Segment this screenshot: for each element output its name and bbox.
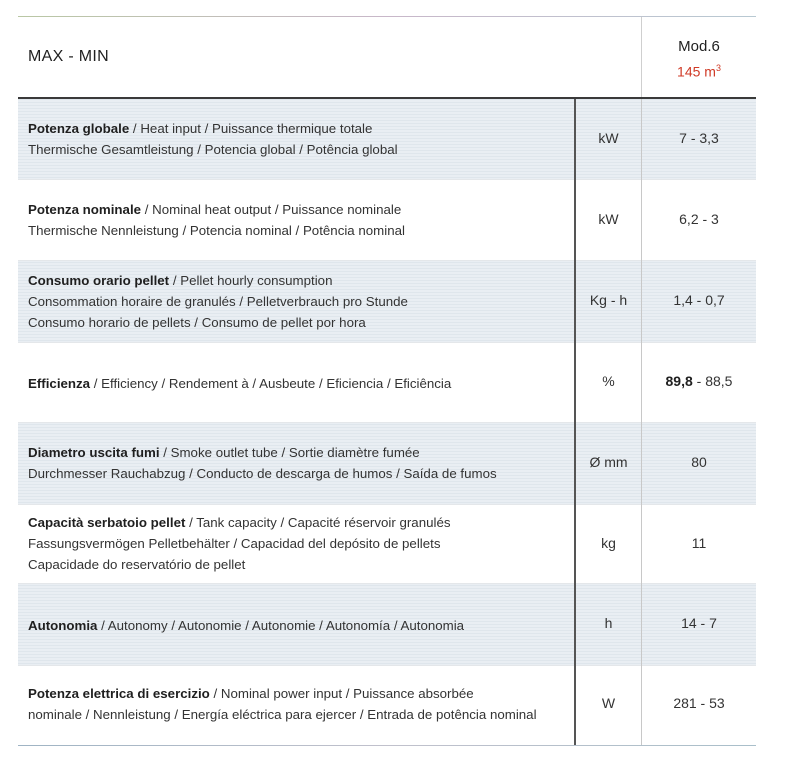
row-value — [642, 615, 756, 631]
row-unit: Kg - h — [589, 292, 628, 308]
row-value — [642, 130, 756, 146]
row-description — [28, 512, 573, 575]
bottom-rule — [18, 745, 756, 746]
row-lead: Potenza elettrica di esercizio — [28, 686, 210, 701]
table-row — [18, 584, 756, 666]
row-unit: kW — [598, 130, 619, 146]
row-line1: / Autonomy / Autonomie / Autonomie / Autonomía / Autonomia — [97, 618, 465, 633]
model-volume-value: 145 m — [677, 63, 716, 80]
row-value-text: 281 - 53 — [673, 695, 725, 711]
table-row — [18, 505, 756, 584]
value-column-divider — [641, 99, 642, 745]
row-value — [642, 292, 756, 308]
row-lead: Capacità serbatoio pellet — [28, 515, 186, 530]
model-volume-superscript: 3 — [715, 63, 721, 73]
row-value — [642, 373, 756, 389]
row-line3: Consumo horario de pellets / Consumo de pellet por hora — [28, 315, 366, 330]
row-line2: Thermische Gesamtleistung / Potencia global / Potência global — [28, 142, 398, 157]
row-line1: / Smoke outlet tube / Sortie diamètre fumée — [159, 445, 420, 460]
table-header — [18, 17, 756, 97]
row-line2: nominale / Nennleistung / Energía eléctrica para ejercer / Entrada de potência nominal — [28, 707, 537, 722]
row-line2: Durchmesser Rauchabzug / Conducto de descarga de humos / Saída de fumos — [28, 466, 497, 481]
unit-column-divider — [574, 99, 576, 745]
row-value-text: 14 - 7 — [681, 615, 717, 631]
row-line2: Thermische Nennleistung / Potencia nominal / Potência nominal — [28, 223, 405, 238]
row-unit: h — [604, 615, 613, 631]
row-line1: / Nominal power input / Puissance absorbée — [209, 686, 474, 701]
row-unit: Ø mm — [589, 454, 628, 470]
row-line2: Consommation horaire de granulés / Pelletverbrauch pro Stunde — [28, 294, 408, 309]
row-value — [642, 535, 756, 551]
row-line2: Fassungsvermögen Pelletbehälter / Capacidad del depósito de pellets — [28, 536, 441, 551]
table-row — [18, 343, 756, 423]
row-value-text: 6,2 - 3 — [679, 211, 719, 227]
row-unit: kg — [601, 535, 616, 551]
row-value-text: 80 — [691, 454, 707, 470]
row-value-bold: 89,8 — [665, 373, 693, 389]
header-separator — [641, 17, 642, 97]
table-row — [18, 666, 756, 745]
row-line1: / Tank capacity / Capacité réservoir granulés — [185, 515, 451, 530]
row-line1: / Pellet hourly consumption — [169, 273, 333, 288]
row-unit: % — [602, 373, 615, 389]
row-lead: Potenza nominale — [28, 202, 142, 217]
row-description — [28, 615, 573, 636]
row-value — [642, 454, 756, 470]
row-line1: / Efficiency / Rendement à / Ausbeute / Eficiencia / Eficiência — [90, 376, 452, 391]
row-value — [642, 211, 756, 227]
row-description — [28, 199, 573, 241]
row-lead: Diametro uscita fumi — [28, 445, 160, 460]
row-line3: Capacidade do reservatório de pellet — [28, 557, 246, 572]
row-lead: Autonomia — [28, 618, 98, 633]
row-line1: / Nominal heat output / Puissance nominale — [141, 202, 402, 217]
table-row — [18, 423, 756, 505]
row-line1: / Heat input / Puissance thermique totale — [129, 121, 373, 136]
row-value-text: 1,4 - 0,7 — [673, 292, 725, 308]
table-row — [18, 261, 756, 343]
row-lead: Consumo orario pellet — [28, 273, 170, 288]
row-value — [642, 695, 756, 711]
model-name: Mod.6 — [678, 38, 720, 55]
row-description — [28, 442, 573, 484]
row-value-text: 7 - 3,3 — [679, 130, 719, 146]
table-row — [18, 99, 756, 180]
row-description — [28, 270, 573, 333]
row-lead: Potenza globale — [28, 121, 130, 136]
row-value-text: - 88,5 — [692, 373, 733, 389]
row-description — [28, 683, 573, 725]
header-title: MAX - MIN — [28, 48, 109, 65]
row-unit: kW — [598, 211, 619, 227]
row-value-text: 11 — [691, 535, 707, 551]
row-lead: Efficienza — [28, 376, 91, 391]
spec-table — [18, 99, 756, 745]
row-description — [28, 373, 573, 394]
row-unit: W — [601, 695, 616, 711]
row-description — [28, 118, 573, 160]
table-row — [18, 180, 756, 261]
model-volume — [642, 63, 756, 80]
